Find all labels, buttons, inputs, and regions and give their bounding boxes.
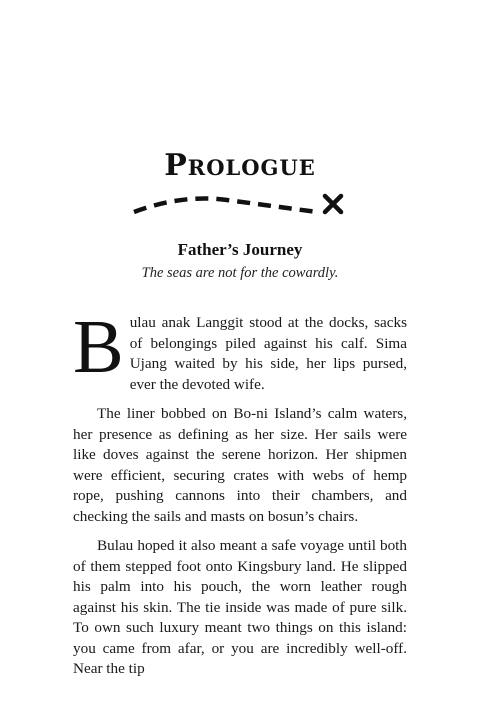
chapter-title: Prologue bbox=[164, 148, 316, 183]
paragraph-1-text: ulau anak Langgit stood at the docks, sacks of belongings piled against his calf. Sima Ujang waited by his side, her lips pursed, ever the devoted wife. bbox=[129, 314, 407, 393]
epigraph: The seas are not for the cowardly. bbox=[141, 265, 339, 281]
paragraph-2: The liner bobbed on Bo-ni Island’s calm waters, her presence as defining as her size. Her sails were like doves against the serene horizon. Her shipmen were efficient, securing crates with webs of hemp rope, pushing cannons into their chambers, and checking the sails and masts on bosun’s chairs. bbox=[73, 405, 407, 525]
paragraph-1 bbox=[73, 305, 407, 395]
dashed-trail-with-x-icon bbox=[132, 186, 352, 222]
drop-cap: B bbox=[73, 305, 124, 389]
body-text bbox=[73, 305, 407, 689]
section-title: Father’s Journey bbox=[177, 240, 303, 259]
paragraph-3: Bulau hoped it also meant a safe voyage until both of them stepped foot onto Kingsbury land. He slipped his palm into his pouch, the worn leather rough against his skin. The tie inside was made of pure silk. To own such luxury meant two things on this island: you came from afar, or you are incredibly well-off. Near the tip bbox=[73, 537, 407, 677]
